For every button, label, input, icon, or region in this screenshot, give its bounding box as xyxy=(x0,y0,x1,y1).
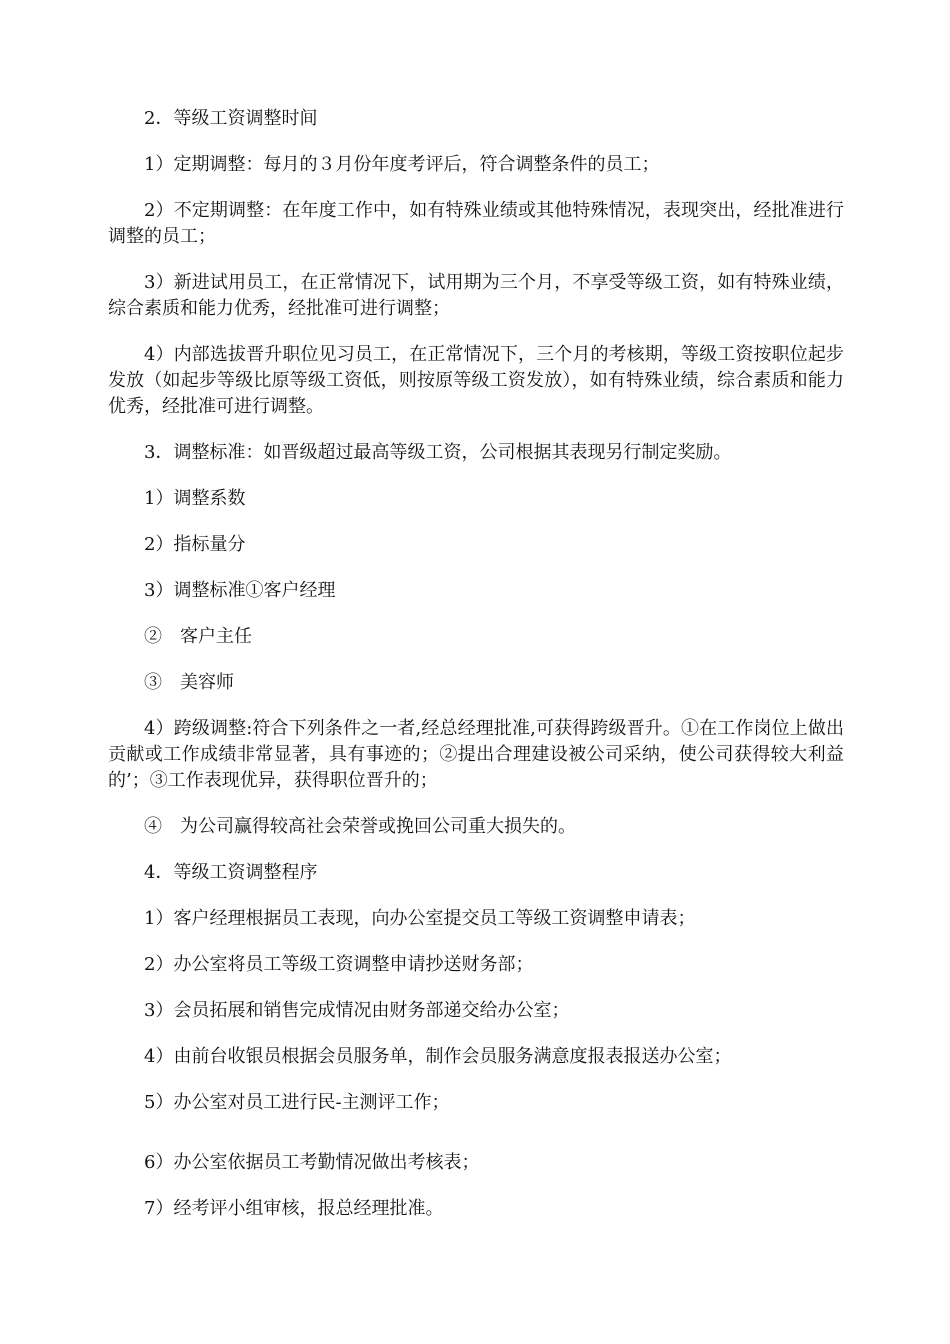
section-heading-adjustment-standard: 3．调整标准：如晋级超过最高等级工资，公司根据其表现另行制定奖励。 xyxy=(144,442,732,463)
paragraph-new-trial-employee: 3）新进试用员工，在正常情况下，试用期为三个月，不享受等级工资，如有特殊业绩，综合素质和能力优秀，经批准可进行调整； xyxy=(108,272,844,319)
paragraph-procedure-step-6: 6）办公室依据员工考勤情况做出考核表； xyxy=(144,1152,480,1173)
paragraph-procedure-step-4: 4）由前台收银员根据会员服务单，制作会员服务满意度报表报送办公室； xyxy=(144,1046,732,1067)
section-heading-adjustment-procedure: 4．等级工资调整程序 xyxy=(144,862,318,883)
paragraph-adjustment-coefficient: 1）调整系数 xyxy=(144,488,246,509)
paragraph-customer-supervisor: ② 客户主任 xyxy=(144,626,252,647)
paragraph-regular-adjustment: 1）定期调整：每月的３月份年度考评后，符合调整条件的员工； xyxy=(144,154,660,175)
paragraph-procedure-step-2: 2）办公室将员工等级工资调整申请抄送财务部； xyxy=(144,954,534,975)
paragraph-internal-promotion: 4）内部选拔晋升职位见习员工，在正常情况下，三个月的考核期，等级工资按职位起步发放（如起步等级比原等级工资低，则按原等级工资发放），如有特殊业绩，综合素质和能力优秀，经批准可进行调整。 xyxy=(108,344,844,417)
paragraph-beautician: ③ 美容师 xyxy=(144,672,234,693)
paragraph-irregular-adjustment: 2）不定期调整：在年度工作中，如有特殊业绩或其他特殊情况，表现突出，经批准进行调整的员工； xyxy=(108,200,844,247)
paragraph-procedure-step-5: 5）办公室对员工进行民-主测评工作； xyxy=(144,1092,450,1113)
section-heading-adjustment-time: 2．等级工资调整时间 xyxy=(144,108,318,129)
paragraph-honor-condition: ④ 为公司赢得较高社会荣誉或挽回公司重大损失的。 xyxy=(144,816,576,837)
paragraph-standard-customer-manager: 3）调整标准①客户经理 xyxy=(144,580,336,601)
paragraph-procedure-step-7: 7）经考评小组审核，报总经理批准。 xyxy=(144,1198,444,1219)
paragraph-procedure-step-1: 1）客户经理根据员工表现，向办公室提交员工等级工资调整申请表； xyxy=(144,908,696,929)
paragraph-cross-level-adjustment: 4）跨级调整:符合下列条件之一者,经总经理批准,可获得跨级晋升。①在工作岗位上做出贡献或工作成绩非常显著，具有事迹的；②提出合理建设被公司采纳，使公司获得较大利益的’；③工作表现优异，获得职位晋升的； xyxy=(108,718,844,791)
paragraph-indicator-score: 2）指标量分 xyxy=(144,534,246,555)
paragraph-procedure-step-3: 3）会员拓展和销售完成情况由财务部递交给办公室； xyxy=(144,1000,570,1021)
